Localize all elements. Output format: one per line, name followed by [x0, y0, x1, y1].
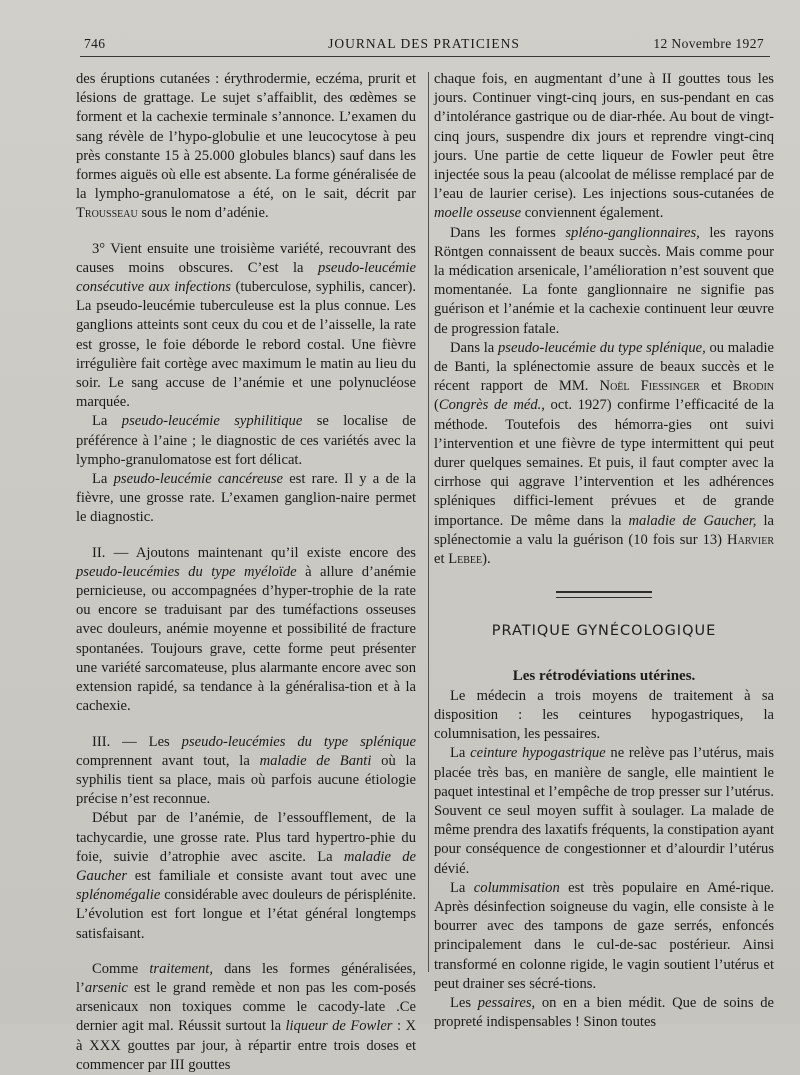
article-title: Les rétrodéviations utérines. — [512, 668, 696, 685]
paragraph: Dans les formes spléno-ganglionnaires, les rayons Röntgen connaissent de beaux succès. Mais comme pour la médication arsenicale, l’amélioration n’est souvent que momentanée. La fonte ganglionnaire ne signifie pas guérison et l’anémie et la cachexie continuent leur œuvre de progression fatale. — [434, 224, 774, 337]
paragraph: III. — Les pseudo-leucémies du type splénique comprennent avant tout, la maladie de Banti où la syphilis tient sa place, mais où parfois aucune étiologie précise n’est reconnue. — [76, 733, 417, 808]
issue-date: 12 Novembre 1927 — [653, 36, 764, 51]
section-separator — [556, 591, 652, 598]
paragraph: La ceinture hypogastrique ne relève pas l’utérus, mais placée très bas, en manière de sangle, elle maintient le paquet intestinal et l’empêche de trop presser sur l’utérus. Souvent ce seul moyen suffit à soulager. La malade de même prendra des laxatifs fréquents, la constipation ayant pour conséquence de congestionner et d’alourdir l’utérus dévié. — [434, 745, 774, 877]
paragraph: Dans la pseudo-leucémie du type splénique, ou maladie de Banti, la splénectomie assure de beaux succès et le récent rapport de MM. Noël Fiessinger et Brodin (Congrès de méd., oct. 1927) confirme l’efficacité de la méthode. Toutefois des hémorra-gies ont suivi l’intervention et une fièvre de type intermittent qui peut durer quelques semaines. Et puis, il faut compter avec la cirrhose qui aggrave l’intervention et les adhérences spléniques diffici-lement prévues et de grande importance. De même dans la maladie de Gaucher, la splénectomie a valu la guérison (10 fois sur 13) Harvier et Lebee). — [434, 339, 775, 568]
header-rule — [80, 56, 770, 57]
paragraph: Comme traitement, dans les formes généralisées, l’arsenic est le grand remède et non pas les com-posés arsenicaux non toxiques comme le cacody-late .Ce dernier agit mal. Réussit surtout la liqueur de Fowler : X à XXX gouttes par jour, à répartir entre trois doses et commencer par III gouttes — [76, 960, 416, 1073]
paragraph: II. — Ajoutons maintenant qu’il existe encore des pseudo-leucémies du type myéloïde à allure d’anémie pernicieuse, ou accompagnées d’hyper-trophie de la rate ou encore se traduisant par des tuméfactions osseuses avec douleurs, anémie moyenne et possibilité de fracture spontanées. Toujours grave, cette forme peut présenter une variété sarcomateuse, plus alarmante encore avec son extension rapidé, sa tendance à la généralisa-tion et à la cachexie. — [76, 544, 417, 715]
paragraph: 3° Vient ensuite une troisième variété, recouvrant des causes moins obscures. C’est la pseudo-leucémie consécutive aux infections (tuberculose, syphilis, cancer). La pseudo-leucémie tuberculeuse est la plus connue. Les ganglions atteints sont ceux du cou et de l’aisselle, la rate est grosse, le foie déborde le rebord costal. Une fièvre irrégulière fait cortège avec maximum le matin au lieu du soir. Le sang accuse de l’anémie et une polynucléose marquée. — [76, 240, 416, 411]
left-column — [76, 70, 416, 1075]
author-name: Trousseau — [76, 205, 138, 222]
paragraph: La colummisation est très populaire en Amé-rique. Après désinfection soigneuse du vagin, elle consiste à le bourrer avec des tampons de gaze serrés, enfoncés principalement dans le cul-de-sac postérieur. Ainsi transformé en colonne rigide, le vagin soutient l’utérus et peut drainer ses sécré-tions. — [434, 879, 774, 992]
journal-title: JOURNAL DES PRATICIENS — [328, 36, 520, 51]
paragraph: des éruptions cutanées : érythrodermie, eczéma, prurit et lésions de grattage. Le sujet s’affaiblit, des œdèmes se forment et la cachexie terminale s’annonce. L’examen du sang révèle de l’hypo-globulie et une leucocytose à peu près constante 15 à 25.000 globules blancs) sauf dans les formes aiguës où elle est absente. La forme généralisée de la lympho-granulomatose a été, on le sait, décrit par Trousseau sous le nom d’adénie. — [76, 71, 416, 222]
paragraph: La pseudo-leucémie syphilitique se localise de préférence à l’aine ; le diagnostic de ces variétés avec la lympho-granulomatose est fort délicat. — [76, 413, 416, 468]
section-title: PRATIQUE GYNÉCOLOGIQUE — [491, 623, 717, 640]
paragraph: La pseudo-leucémie cancéreuse est rare. Il y a de la fièvre, une grosse rate. L’examen ganglion-naire permet le diagnostic. — [76, 471, 416, 526]
column-divider — [428, 72, 429, 972]
right-column — [434, 70, 774, 1032]
paragraph: chaque fois, en augmentant d’une à II gouttes tous les jours. Continuer vingt-cinq jours, en sus-pendant en cas d’intolérance gastrique ou de diar-rhée. Au bout de vingt-cinq jours, suspendre dix jours et reprendre vingt-cinq jours. Une partie de cette liqueur de Fowler peut être injectée sous la peau (alcoolat de mélisse remplacé par de l’eau de laurier cerise). Les injections sous-cutanées de moelle osseuse conviennent également. — [434, 71, 774, 222]
page-header — [84, 36, 764, 56]
paragraph: Début par de l’anémie, de l’essoufflement, de la tachycardie, une grosse rate. Plus tard hypertro-phie du foie, suivie d’atrophie avec ascite. La maladie de Gaucher est familiale et consiste avant tout avec une splénomégalie considérable avec douleurs de périsplénite. L’évolution est fort longue et l’état général longtemps satisfaisant. — [76, 810, 416, 942]
page-number: 746 — [84, 36, 106, 51]
paragraph: Le médecin a trois moyens de traitement à sa disposition : les ceintures hypogastriques, la columnisation, les pessaires. — [434, 687, 774, 743]
paragraph: Les pessaires, on en a bien médit. Que de soins de propreté indispensables ! Sinon toutes — [434, 994, 774, 1031]
